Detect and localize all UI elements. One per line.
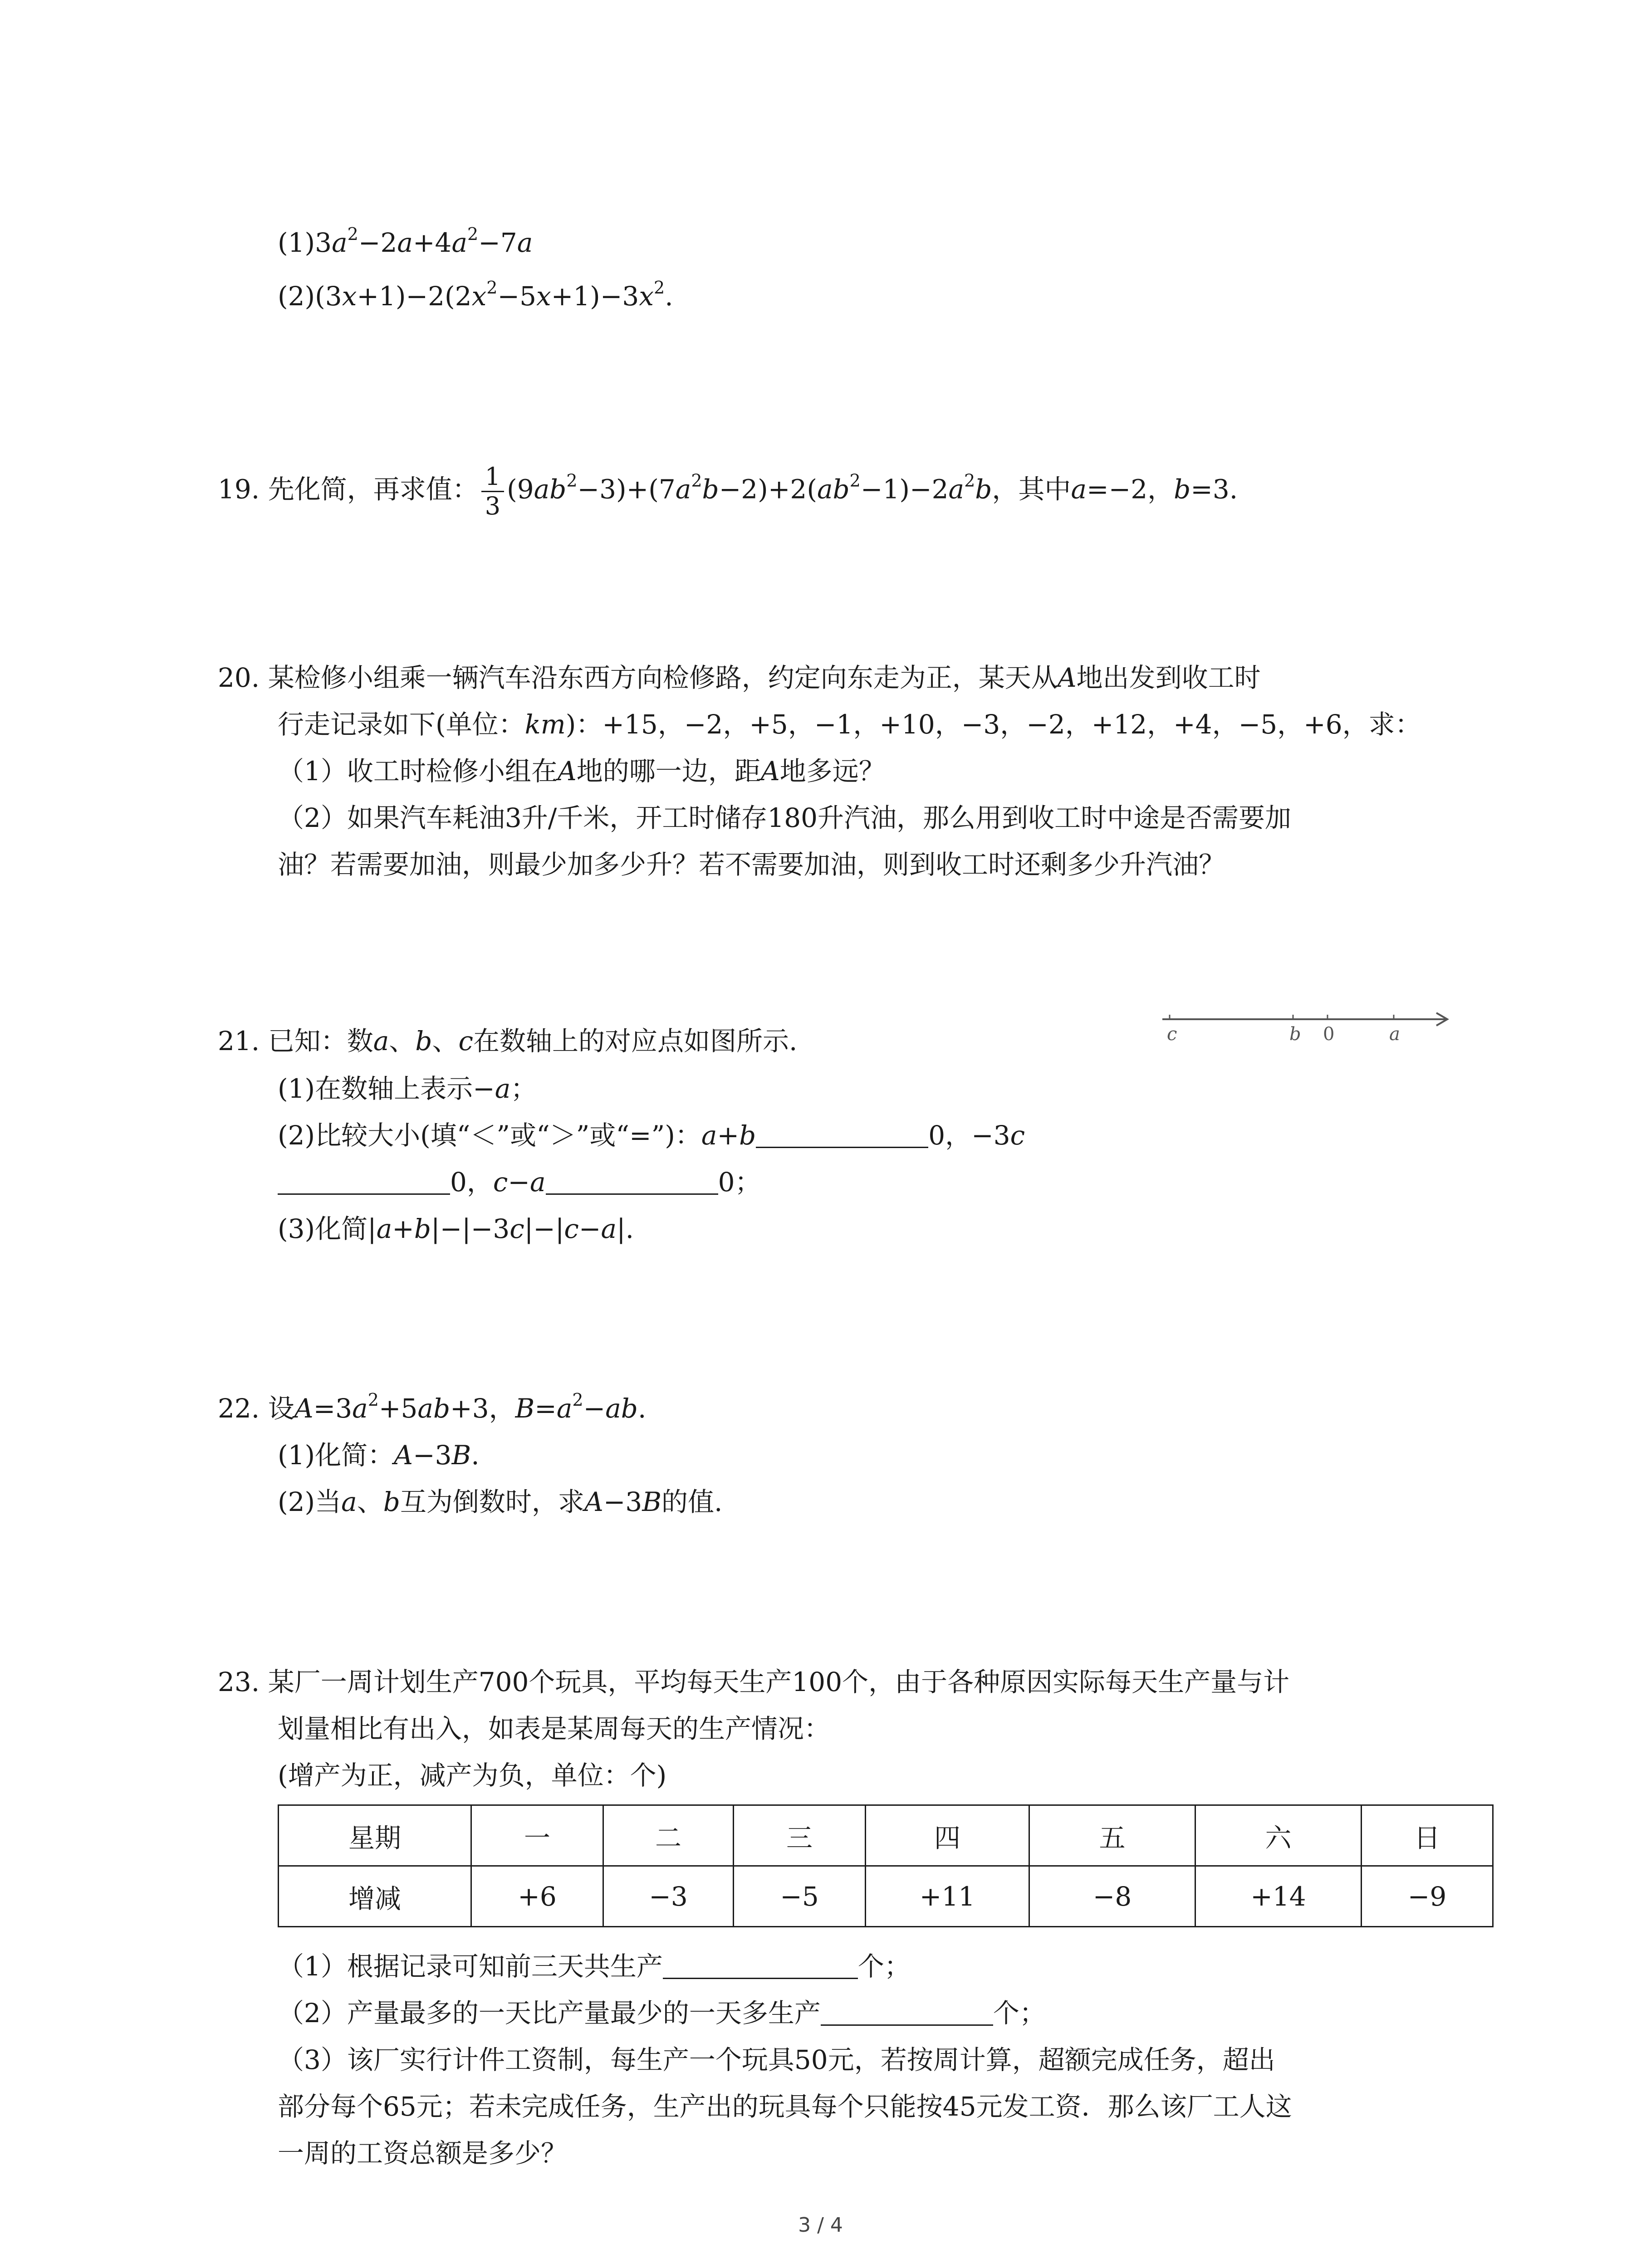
question-number: 23. bbox=[218, 1667, 260, 1697]
question-number: 20. bbox=[218, 662, 260, 693]
q21-part2-cont: 0，c−a 0； bbox=[278, 1164, 761, 1200]
q21-part2: (2)比较大小(填“＜”或“＞”或“=”)：a+b 0，−3c bbox=[278, 1117, 1025, 1154]
q23-sub4: 部分每个65元；若未完成任务，生产出的玩具每个只能按45元发工资．那么该厂工人这 bbox=[278, 2091, 1292, 2122]
answer-blank[interactable] bbox=[756, 1118, 928, 1148]
q23-line2: 划量相比有出入，如表是某周每天的生产情况： bbox=[278, 1713, 831, 1744]
q20-sub3: 油？若需要加油，则最少加多少升？若不需要加油，则到收工时还剩多少升汽油？ bbox=[278, 849, 1225, 880]
q20-line2: 行走记录如下(单位：km)：+15，−2，+5，−1，+10，−3，−2，+12，+4，−5，+6，求： bbox=[278, 709, 1421, 740]
table-cell: −5 bbox=[734, 1866, 866, 1927]
q21-part1: (1)在数轴上表示−a； bbox=[278, 1073, 537, 1104]
table-cell: −3 bbox=[603, 1866, 734, 1927]
q18-part1: $(1)3a^2-2a+4a^2-7a$ bbox=[278, 224, 533, 258]
q23-sub1: （1）根据记录可知前三天共生产 个； bbox=[278, 1948, 911, 1984]
answer-blank[interactable] bbox=[821, 1995, 993, 2026]
table-cell: 三 bbox=[734, 1805, 866, 1866]
question-number: 21. bbox=[218, 1026, 260, 1056]
table-cell: −9 bbox=[1362, 1866, 1493, 1927]
q21-line1: 21. 已知：数a、b、c在数轴上的对应点如图所示. bbox=[218, 1026, 798, 1056]
axis-label-a: a bbox=[1389, 1024, 1400, 1045]
q22-part1: (1)化简：A−3B. bbox=[278, 1440, 480, 1471]
q23-line3: (增产为正，减产为负，单位：个) bbox=[278, 1760, 667, 1791]
axis-label-b: b bbox=[1289, 1024, 1301, 1045]
production-table bbox=[278, 1804, 1494, 1927]
fraction-one-third: $\frac{1}{3}$ bbox=[481, 463, 504, 520]
q20-line1: 20. 某检修小组乘一辆汽车沿东西方向检修路，约定向东走为正，某天从A地出发到收工时 bbox=[218, 662, 1261, 693]
table-cell: −8 bbox=[1029, 1866, 1195, 1927]
table-cell: 四 bbox=[866, 1805, 1029, 1866]
q21-part3: (3)化简|a+b|−|−3c|−|c−a|. bbox=[278, 1213, 634, 1244]
table-cell: 二 bbox=[603, 1805, 734, 1866]
q19: 19. 先化简，再求值： $\frac{1}{3}$ $(9ab^2-3)+(7a^2b-2)+2(ab^2-1)-2a^2b$，其中a=−2，b=3. bbox=[218, 462, 1238, 520]
table-cell: 六 bbox=[1195, 1805, 1362, 1866]
q20-sub2: （2）如果汽车耗油3升/千米，开工时储存180升汽油，那么用到收工时中途是否需要加 bbox=[278, 802, 1292, 833]
q20-sub1: （1）收工时检修小组在A地的哪一边，距A地多远？ bbox=[278, 756, 885, 787]
number-line-figure bbox=[1161, 1009, 1461, 1046]
table-cell: +6 bbox=[471, 1866, 603, 1927]
table-header-row bbox=[279, 1805, 1493, 1866]
answer-blank[interactable] bbox=[546, 1164, 718, 1195]
q23-line1: 23. 某厂一周计划生产700个玩具，平均每天生产100个，由于各种原因实际每天生产量与计 bbox=[218, 1667, 1290, 1697]
q23-sub2: （2）产量最多的一天比产量最少的一天多生产 个； bbox=[278, 1995, 1046, 2031]
q22-part2: (2)当a、b互为倒数时，求A−3B的值. bbox=[278, 1486, 723, 1517]
q23-sub5: 一周的工资总额是多少？ bbox=[278, 2138, 568, 2169]
axis-label-c: c bbox=[1167, 1024, 1177, 1045]
answer-blank[interactable] bbox=[278, 1164, 450, 1195]
answer-blank[interactable] bbox=[663, 1949, 858, 1979]
table-cell: 日 bbox=[1362, 1805, 1493, 1866]
q22-line1: 22. 设$A=3a^2+5ab+3$，$B=a^2-ab$. bbox=[218, 1390, 647, 1424]
table-cell: +14 bbox=[1195, 1866, 1362, 1927]
q23-sub3: （3）该厂实行计件工资制，每生产一个玩具50元，若按周计算，超额完成任务，超出 bbox=[278, 2044, 1275, 2075]
table-cell: +11 bbox=[866, 1866, 1029, 1927]
table-cell: 五 bbox=[1029, 1805, 1195, 1866]
q18-part2: $(2)(3x+1)-2(2x^2-5x+1)-3x^2$. bbox=[278, 278, 673, 312]
question-number: 19. bbox=[218, 474, 260, 505]
question-number: 22. bbox=[218, 1393, 260, 1424]
table-cell: 一 bbox=[471, 1805, 603, 1866]
table-cell: 增减 bbox=[279, 1866, 471, 1927]
page-number: 3 / 4 bbox=[798, 2214, 843, 2237]
table-row bbox=[279, 1866, 1493, 1927]
table-cell: 星期 bbox=[279, 1805, 471, 1866]
axis-label-zero: 0 bbox=[1323, 1024, 1335, 1045]
